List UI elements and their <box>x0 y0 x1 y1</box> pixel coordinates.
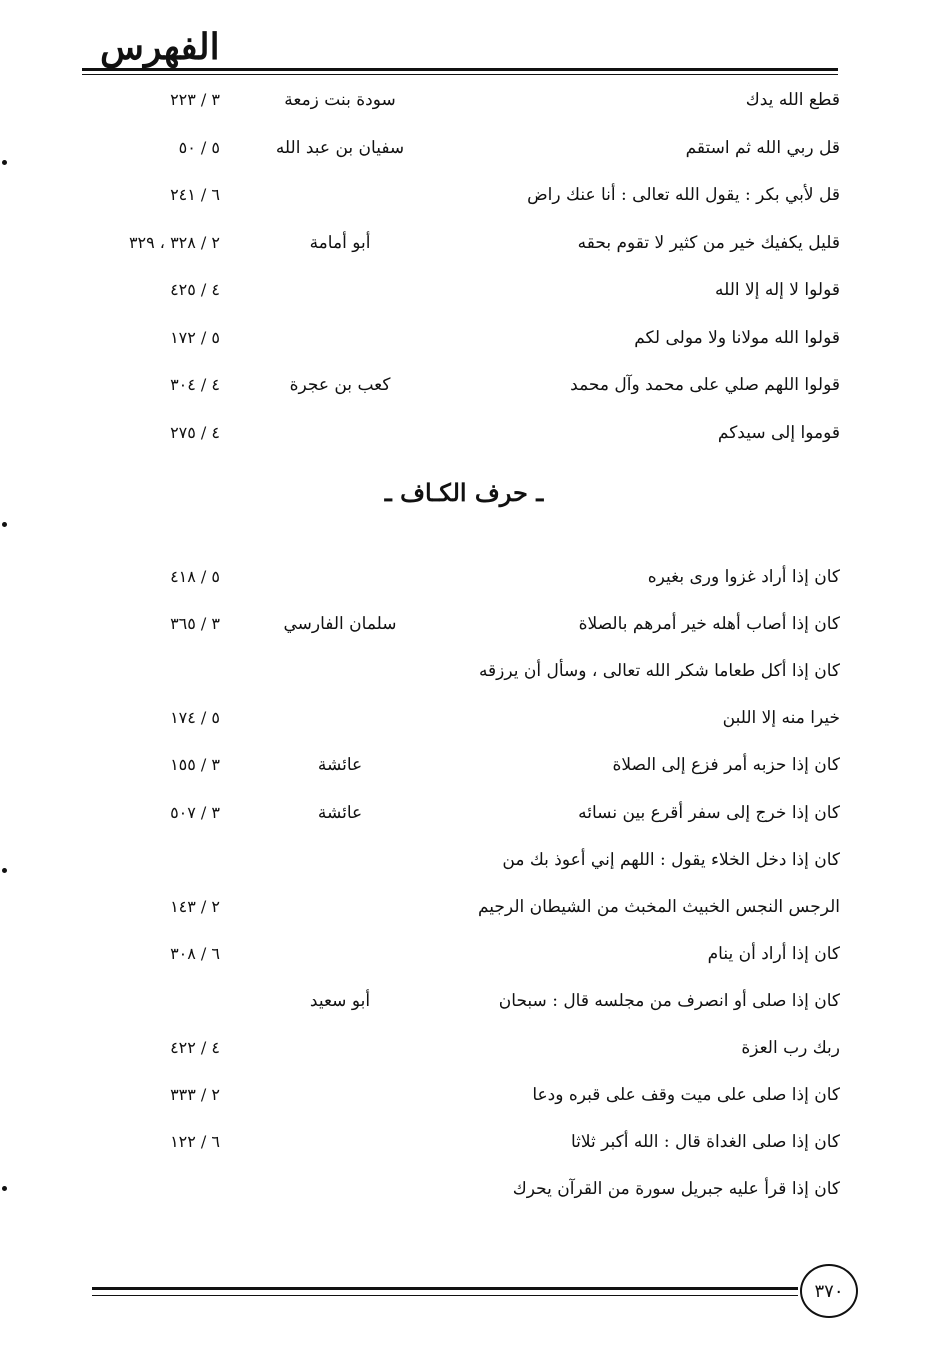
narrator-name: كعب بن عجرة <box>289 375 391 395</box>
margin-mark <box>2 522 7 527</box>
volume-page-ref: ٢ / ١٤٣ <box>170 896 220 916</box>
index-row <box>0 661 928 701</box>
index-row <box>0 328 928 368</box>
hadith-text: كان إذا خرج إلى سفر أقرع بين نسائه <box>578 802 840 823</box>
volume-page-ref: ٤ / ٣٠٤ <box>170 375 220 394</box>
volume-page-ref: ٦ / ١٢٢ <box>170 1132 220 1152</box>
index-row <box>0 1179 928 1219</box>
hadith-text: قطع الله يدك <box>745 90 840 110</box>
volume-page-ref: ٥ / ٥٠ <box>178 137 220 157</box>
hadith-text: كان إذا أكل طعاما شكر الله تعالى ، وسأل أن يرزقه <box>478 661 840 682</box>
volume-page-ref: ٤ / ٤٢٥ <box>170 280 220 299</box>
index-row <box>0 991 928 1031</box>
volume-page-ref: ٣ / ٥٠٧ <box>170 802 220 822</box>
index-row <box>0 233 928 273</box>
volume-page-ref: ٢ / ٣٢٨ ، ٣٢٩ <box>128 232 220 252</box>
volume-page-ref: ٤ / ٢٧٥ <box>170 422 220 442</box>
index-row <box>0 1132 928 1172</box>
index-row <box>0 897 928 937</box>
volume-page-ref: ٦ / ٢٤١ <box>170 185 220 204</box>
hadith-text: كان إذا أصاب أهله خير أمرهم بالصلاة <box>578 614 840 635</box>
hadith-text: كان إذا أراد غزوا ورى بغيره <box>647 567 840 587</box>
narrator-name: أبو أمامة <box>309 232 371 253</box>
page-header-title: الفهرس <box>100 26 220 68</box>
section-heading-kaf: ـ حرف الكـاف ـ <box>384 478 544 507</box>
narrator-name: سلمان الفارسي <box>283 614 397 635</box>
hadith-text: كان إذا أراد أن ينام <box>707 943 840 964</box>
hadith-text: كان إذا دخل الخلاء يقول : اللهم إني أعوذ بك من <box>502 849 840 870</box>
page-number-circle <box>800 1264 858 1318</box>
header-rule-thin <box>82 74 838 75</box>
narrator-name: سفيان بن عبد الله <box>275 137 405 158</box>
hadith-text: قولوا اللهم صلي على محمد وآل محمد <box>570 375 840 395</box>
narrator-name: عائشة <box>317 802 363 823</box>
index-row <box>0 944 928 984</box>
header-rule-thick <box>82 68 838 71</box>
index-row <box>0 1038 928 1078</box>
volume-page-ref: ٣ / ٢٢٣ <box>170 90 220 109</box>
hadith-text: كان إذا قرأ عليه جبريل سورة من القرآن يحرك <box>512 1179 840 1200</box>
hadith-text: قل ربي الله ثم استقم <box>685 137 840 158</box>
index-row <box>0 708 928 748</box>
narrator-name: سودة بنت زمعة <box>284 90 396 110</box>
index-row <box>0 1085 928 1125</box>
index-row <box>0 803 928 843</box>
index-row <box>0 567 928 607</box>
hadith-text: قولوا الله مولانا ولا مولى لكم <box>634 327 840 348</box>
index-row <box>0 138 928 178</box>
volume-page-ref: ٥ / ١٧٤ <box>170 708 220 728</box>
volume-page-ref: ٥ / ١٧٢ <box>170 327 220 347</box>
volume-page-ref: ٦ / ٣٠٨ <box>170 943 220 963</box>
footer-rule-thin <box>92 1295 798 1296</box>
hadith-text: قليل يكفيك خير من كثير لا تقوم بحقه <box>577 232 840 253</box>
margin-mark <box>2 868 7 873</box>
page-number: ٣٧٠ <box>814 1280 844 1302</box>
margin-mark <box>2 160 7 165</box>
index-row <box>0 423 928 463</box>
narrator-name: أبو سعيد <box>309 990 371 1011</box>
volume-page-ref: ٣ / ٣٦٥ <box>170 614 220 634</box>
hadith-text: ربك رب العزة <box>741 1038 840 1058</box>
hadith-text: قوموا إلى سيدكم <box>717 422 840 443</box>
index-row <box>0 90 928 130</box>
hadith-text: كان إذا صلى أو انصرف من مجلسه قال : سبحان <box>498 990 840 1011</box>
hadith-text: الرجس النجس الخبيث المخبث من الشيطان الرجيم <box>477 896 840 917</box>
volume-page-ref: ٤ / ٤٢٢ <box>170 1038 220 1057</box>
margin-mark <box>2 1186 7 1191</box>
hadith-text: قل لأبي بكر : يقول الله تعالى : أنا عنك راض <box>527 185 840 205</box>
index-row <box>0 850 928 890</box>
volume-page-ref: ٢ / ٣٣٣ <box>170 1085 220 1105</box>
index-row <box>0 614 928 654</box>
hadith-text: كان إذا صلى على ميت وقف على قبره ودعا <box>532 1085 840 1106</box>
index-row <box>0 375 928 415</box>
footer-rule-thick <box>92 1287 798 1290</box>
volume-page-ref: ٥ / ٤١٨ <box>170 567 220 586</box>
index-row <box>0 755 928 795</box>
hadith-text: كان إذا حزبه أمر فزع إلى الصلاة <box>612 755 840 776</box>
index-row <box>0 185 928 225</box>
hadith-text: كان إذا صلى الغداة قال : الله أكبر ثلاثا <box>570 1132 840 1153</box>
narrator-name: عائشة <box>317 755 363 776</box>
volume-page-ref: ٣ / ١٥٥ <box>170 755 220 775</box>
hadith-text: قولوا لا إله إلا الله <box>715 280 840 300</box>
index-row <box>0 280 928 320</box>
hadith-text: خيرا منه إلا اللبن <box>722 708 840 729</box>
